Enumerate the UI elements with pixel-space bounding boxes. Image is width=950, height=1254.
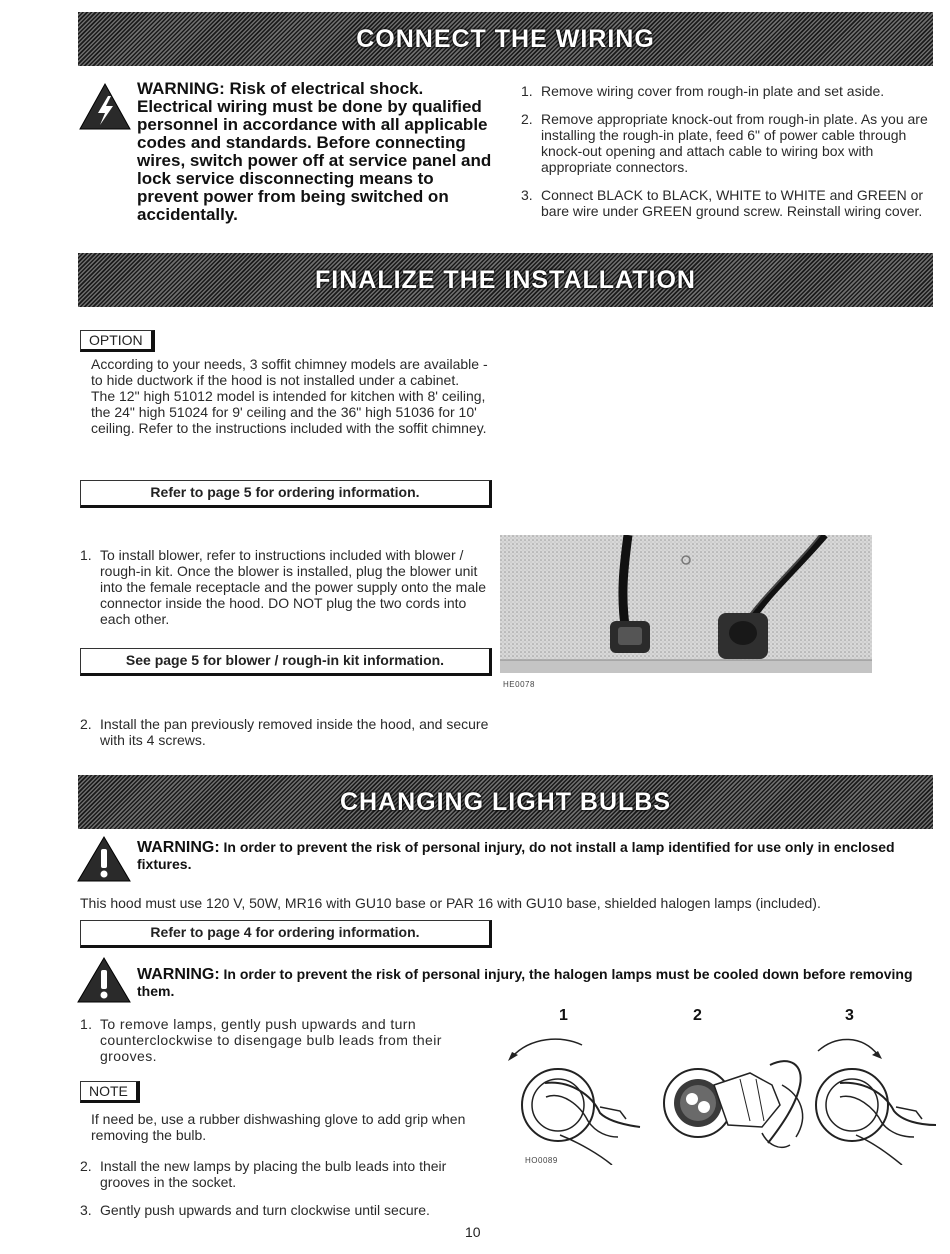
step-number: 3. — [521, 187, 533, 203]
step-number: 1. — [80, 547, 92, 563]
electrical-warning-text: WARNING: Risk of electrical shock. Electrical wiring must be done by qualified personnel in accordance with all applicable codes and standards. Before connecting wires, switch power off at service panel and lock service disconnecting means to prevent power from being switched on accidentally. — [137, 79, 492, 224]
list-item — [80, 1202, 492, 1218]
list-item — [521, 187, 933, 219]
section-title: CONNECT THE WIRING — [356, 24, 655, 53]
section-title: CHANGING LIGHT BULBS — [339, 787, 672, 816]
warning-icon — [76, 956, 132, 1004]
wiring-steps — [521, 83, 933, 219]
step-text: Install the pan previously removed inside the hood, and secure with its 4 screws. — [100, 716, 489, 748]
step-number: 2. — [80, 716, 92, 732]
section-title: FINALIZE THE INSTALLATION — [315, 265, 696, 294]
electrical-warning-icon — [78, 82, 132, 132]
warning-text: In order to prevent the risk of personal injury, do not install a lamp identified for use only in enclosed fixtures. — [137, 839, 895, 872]
option-paragraph: The 12" high 51012 model is intended for kitchen with 8' ceiling, the 24" high 51024 for 9' ceiling and the 36" high 51036 for 10' ceiling. Refer to the instructions included with the soffit chimney. — [91, 388, 487, 436]
section-banner-wiring — [78, 12, 933, 66]
step-number: 3. — [80, 1202, 92, 1218]
step-number: 1. — [521, 83, 533, 99]
list-item — [521, 111, 933, 175]
ordering-reference-box: Refer to page 5 for ordering information. — [80, 480, 492, 508]
list-item — [80, 716, 492, 748]
warning-lead: WARNING: — [137, 839, 220, 856]
connector-photo — [500, 535, 872, 673]
step-text: Gently push upwards and turn clockwise until secure. — [100, 1202, 430, 1218]
figure-step-3: 3 — [845, 1007, 854, 1024]
bulb-replacement-figure — [500, 1025, 940, 1165]
step-number: 1. — [80, 1016, 93, 1032]
warning-lead: WARNING: — [137, 966, 220, 983]
list-item — [80, 547, 492, 627]
note-label: NOTE — [80, 1081, 140, 1103]
step-text: Install the new lamps by placing the bulb leads into their grooves in the socket. — [100, 1158, 447, 1190]
warning-icon — [76, 835, 132, 883]
step-number: 2. — [80, 1158, 92, 1174]
figure-step-1: 1 — [559, 1007, 568, 1024]
cool-down-warning — [137, 966, 933, 1000]
blower-reference-box: See page 5 for blower / rough-in kit information. — [80, 648, 492, 676]
option-label: OPTION — [80, 330, 155, 352]
pan-step — [80, 716, 492, 748]
photo-code: HE0078 — [503, 680, 535, 689]
enclosed-fixture-warning — [137, 839, 933, 873]
list-item — [80, 1158, 492, 1190]
section-banner-finalize — [78, 253, 933, 307]
option-paragraph: According to your needs, 3 soffit chimney models are available - to hide ductwork if the hood is not installed under a cabinet. — [91, 356, 488, 388]
list-item — [80, 1016, 492, 1064]
step-text: Connect BLACK to BLACK, WHITE to WHITE and GREEN or bare wire under GREEN ground screw. Reinstall wiring cover. — [541, 187, 924, 219]
step-number: 2. — [521, 111, 533, 127]
lamp-spec-text: This hood must use 120 V, 50W, MR16 with GU10 base or PAR 16 with GU10 base, shielded halogen lamps (included). — [80, 895, 821, 911]
figure-code: HO0089 — [525, 1156, 558, 1165]
step-text: To install blower, refer to instructions included with blower / rough-in kit. Once the blower is installed, plug the blower unit into the female receptacle and the power supply onto the male connector inside the hood. DO NOT plug the two cords into each other. — [100, 547, 487, 627]
step-text: Remove wiring cover from rough-in plate and set aside. — [541, 83, 885, 99]
section-banner-bulbs — [78, 775, 933, 829]
option-text — [91, 356, 496, 436]
blower-step — [80, 547, 492, 627]
list-item — [521, 83, 933, 99]
warning-text: In order to prevent the risk of personal injury, the halogen lamps must be cooled down before removing them. — [137, 966, 913, 999]
install-lamp-steps — [80, 1158, 492, 1218]
figure-step-2: 2 — [693, 1007, 702, 1024]
step-text: Remove appropriate knock-out from rough-in plate. As you are installing the rough-in plate, feed 6" of power cable through knock-out opening and attach cable to wiring box with appropriate connectors. — [541, 111, 928, 175]
step-text: To remove lamps, gently push upwards and turn counterclockwise to disengage bulb leads from their grooves. — [100, 1016, 442, 1064]
note-text: If need be, use a rubber dishwashing glove to add grip when removing the bulb. — [91, 1111, 466, 1143]
page-number: 10 — [465, 1224, 481, 1240]
remove-lamp-step — [80, 1016, 492, 1064]
lamp-ordering-reference-box: Refer to page 4 for ordering information. — [80, 920, 492, 948]
